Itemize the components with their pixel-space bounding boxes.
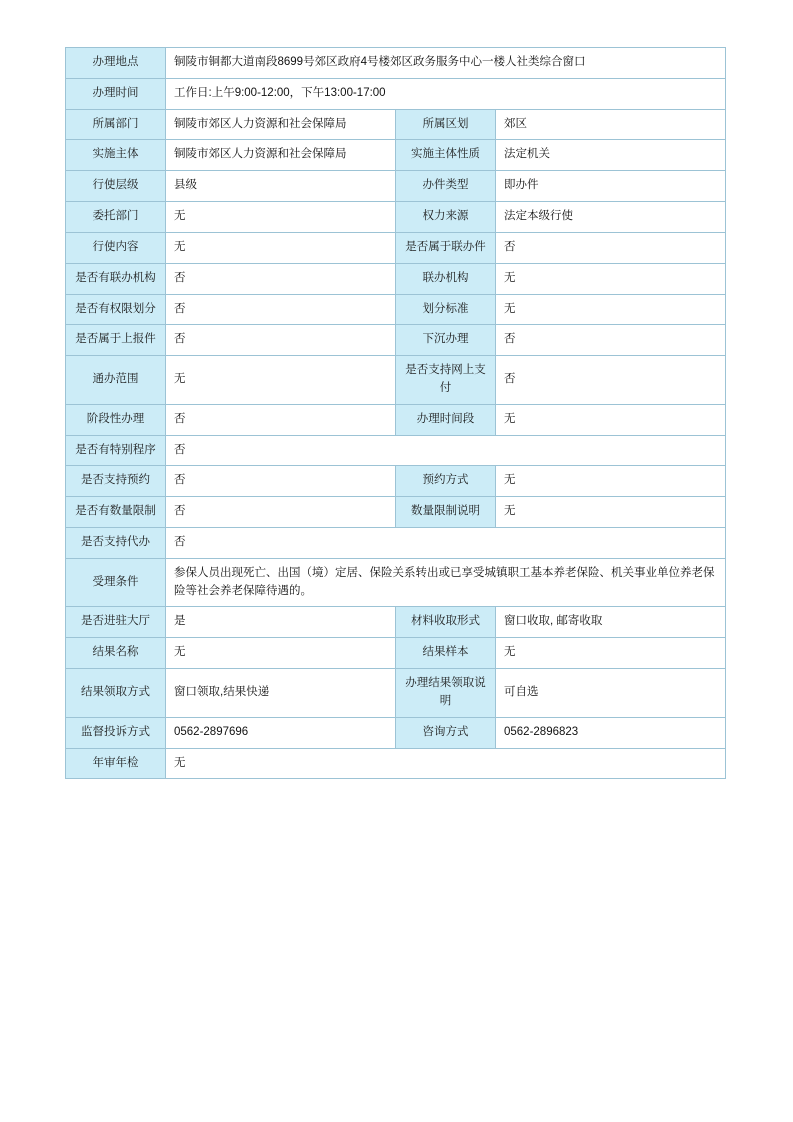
table-row	[66, 48, 726, 79]
row-value: 县级	[166, 171, 396, 202]
row-value-secondary: 无	[496, 263, 726, 294]
row-label: 是否支持代办	[66, 528, 166, 559]
row-label: 通办范围	[66, 356, 166, 405]
row-label-secondary: 联办机构	[396, 263, 496, 294]
row-label: 委托部门	[66, 202, 166, 233]
row-value: 无	[166, 638, 396, 669]
row-value: 工作日:上午9:00-12:00，下午13:00-17:00	[166, 78, 726, 109]
table-row	[66, 558, 726, 607]
row-label-secondary: 是否属于联办件	[396, 232, 496, 263]
table-row	[66, 435, 726, 466]
row-label: 实施主体	[66, 140, 166, 171]
table-row	[66, 638, 726, 669]
table-row	[66, 497, 726, 528]
table-body	[66, 48, 726, 779]
row-value-secondary: 无	[496, 497, 726, 528]
table-row	[66, 748, 726, 779]
table-row	[66, 140, 726, 171]
row-label: 结果领取方式	[66, 669, 166, 718]
table-row	[66, 669, 726, 718]
service-item-detail-table	[65, 47, 726, 779]
table-row	[66, 294, 726, 325]
service-item-detail-table-wrapper	[65, 47, 725, 779]
row-value: 否	[166, 466, 396, 497]
row-label-secondary: 咨询方式	[396, 717, 496, 748]
row-label: 是否属于上报件	[66, 325, 166, 356]
table-row	[66, 325, 726, 356]
table-row	[66, 466, 726, 497]
row-value-secondary: 否	[496, 232, 726, 263]
table-row	[66, 263, 726, 294]
row-label: 监督投诉方式	[66, 717, 166, 748]
row-label-secondary: 下沉办理	[396, 325, 496, 356]
row-label-secondary: 办理时间段	[396, 404, 496, 435]
row-value-secondary: 窗口收取, 邮寄收取	[496, 607, 726, 638]
row-value-secondary: 无	[496, 466, 726, 497]
row-label: 办理地点	[66, 48, 166, 79]
row-value: 否	[166, 325, 396, 356]
row-value: 是	[166, 607, 396, 638]
row-value-secondary: 0562-2896823	[496, 717, 726, 748]
row-value: 铜陵市铜都大道南段8699号郊区政府4号楼郊区政务服务中心一楼人社类综合窗口	[166, 48, 726, 79]
row-label: 是否有联办机构	[66, 263, 166, 294]
row-label-secondary: 预约方式	[396, 466, 496, 497]
row-value: 窗口领取,结果快递	[166, 669, 396, 718]
row-label: 所属部门	[66, 109, 166, 140]
table-row	[66, 171, 726, 202]
table-row	[66, 109, 726, 140]
row-value-secondary: 法定机关	[496, 140, 726, 171]
row-label-secondary: 实施主体性质	[396, 140, 496, 171]
row-label-secondary: 数量限制说明	[396, 497, 496, 528]
row-value: 参保人员出现死亡、出国（境）定居、保险关系转出或已享受城镇职工基本养老保险、机关事业单位养老保险等社会养老保障待遇的。	[166, 558, 726, 607]
row-label: 是否支持预约	[66, 466, 166, 497]
row-value: 0562-2897696	[166, 717, 396, 748]
row-value: 铜陵市郊区人力资源和社会保障局	[166, 140, 396, 171]
row-label: 办理时间	[66, 78, 166, 109]
row-value: 无	[166, 748, 726, 779]
row-value: 否	[166, 294, 396, 325]
row-value-secondary: 可自选	[496, 669, 726, 718]
row-value-secondary: 即办件	[496, 171, 726, 202]
row-value-secondary: 否	[496, 356, 726, 405]
row-label: 受理条件	[66, 558, 166, 607]
row-label: 阶段性办理	[66, 404, 166, 435]
row-value: 否	[166, 435, 726, 466]
row-value-secondary: 郊区	[496, 109, 726, 140]
row-label-secondary: 材料收取形式	[396, 607, 496, 638]
row-label-secondary: 办理结果领取说明	[396, 669, 496, 718]
row-label-secondary: 所属区划	[396, 109, 496, 140]
row-value: 无	[166, 356, 396, 405]
row-value-secondary: 法定本级行使	[496, 202, 726, 233]
row-value: 无	[166, 232, 396, 263]
row-value: 铜陵市郊区人力资源和社会保障局	[166, 109, 396, 140]
table-row	[66, 78, 726, 109]
row-value-secondary: 无	[496, 404, 726, 435]
table-row	[66, 202, 726, 233]
row-label-secondary: 是否支持网上支付	[396, 356, 496, 405]
row-label: 行使层级	[66, 171, 166, 202]
row-label-secondary: 权力来源	[396, 202, 496, 233]
row-label: 年审年检	[66, 748, 166, 779]
row-label-secondary: 划分标准	[396, 294, 496, 325]
row-value-secondary: 无	[496, 638, 726, 669]
table-row	[66, 717, 726, 748]
row-label-secondary: 办件类型	[396, 171, 496, 202]
row-value: 否	[166, 404, 396, 435]
row-value: 否	[166, 528, 726, 559]
table-row	[66, 232, 726, 263]
row-label-secondary: 结果样本	[396, 638, 496, 669]
table-row	[66, 607, 726, 638]
row-value: 无	[166, 202, 396, 233]
row-label: 是否有特别程序	[66, 435, 166, 466]
table-row	[66, 528, 726, 559]
row-label: 行使内容	[66, 232, 166, 263]
table-row	[66, 356, 726, 405]
row-label: 是否有权限划分	[66, 294, 166, 325]
row-label: 是否进驻大厅	[66, 607, 166, 638]
table-row	[66, 404, 726, 435]
row-value-secondary: 否	[496, 325, 726, 356]
row-value-secondary: 无	[496, 294, 726, 325]
row-value: 否	[166, 263, 396, 294]
row-value: 否	[166, 497, 396, 528]
row-label: 是否有数量限制	[66, 497, 166, 528]
row-label: 结果名称	[66, 638, 166, 669]
